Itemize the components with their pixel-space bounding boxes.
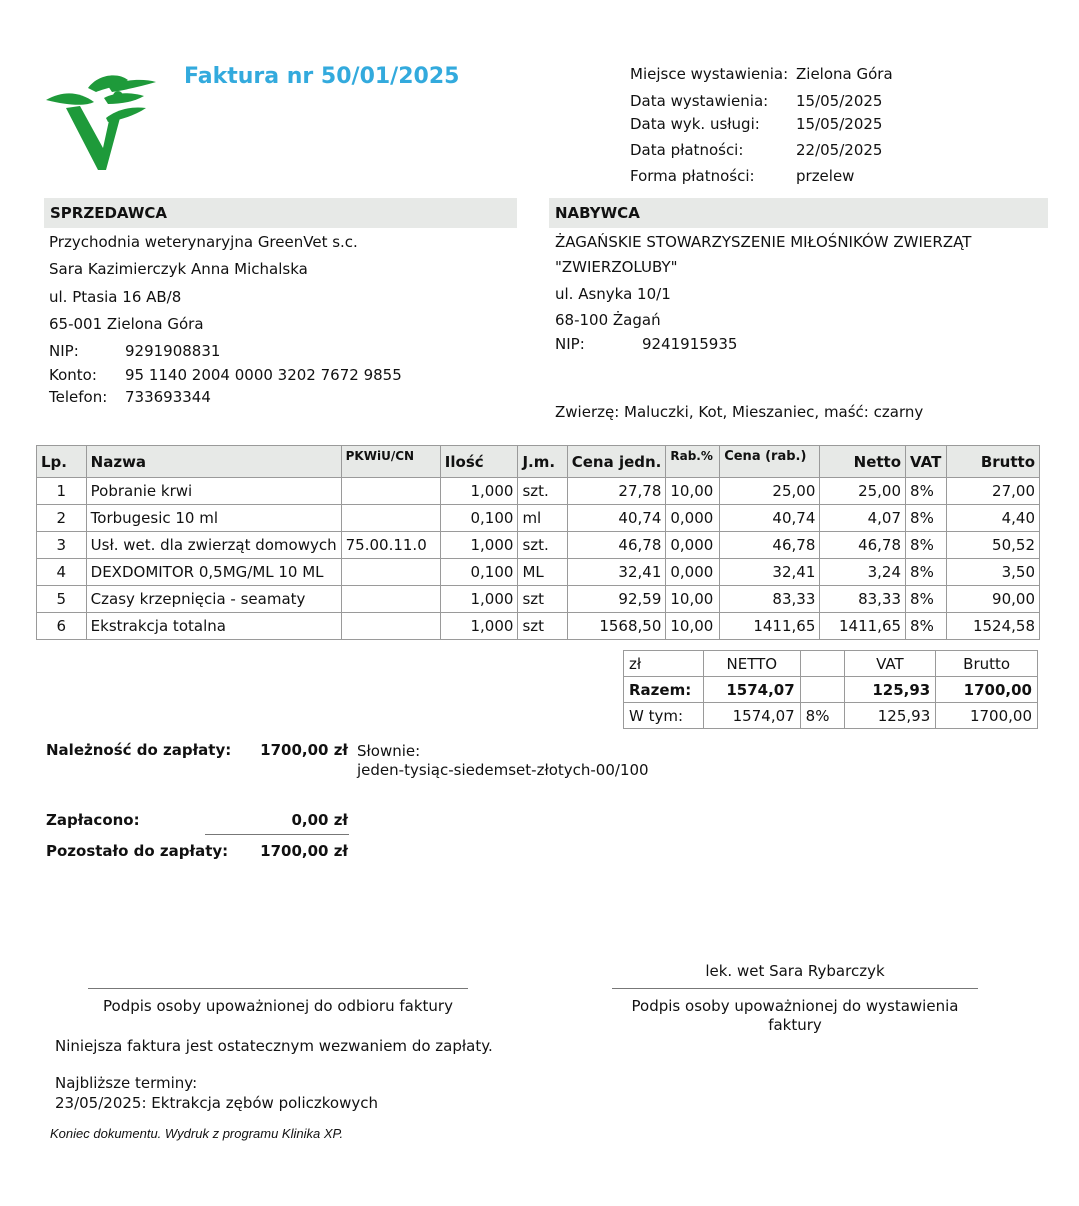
col-pkwiu: PKWiU/CN <box>341 446 440 478</box>
buyer-nip: NIP: 9241915935 <box>555 335 738 353</box>
items-table <box>36 445 1040 640</box>
table-row: 5 Czasy krzepnięcia - seamaty 1,000 szt 92,59 10,00 83,33 83,33 8% 90,00 <box>37 586 1040 613</box>
col-qty: Ilość <box>440 446 518 478</box>
receiver-signature-line <box>88 988 468 989</box>
amount-words-label: Słownie: <box>357 742 421 760</box>
remaining-label: Pozostało do zapłaty: <box>46 842 229 860</box>
meta-payment-date: Data płatności: 22/05/2025 <box>630 141 883 159</box>
seller-phone: Telefon: 733693344 <box>49 388 211 406</box>
buyer-name-2: "ZWIERZOLUBY" <box>555 258 678 276</box>
paid-value: 0,00 zł <box>291 811 348 829</box>
col-price-disc: Cena (rab.) <box>720 446 820 478</box>
meta-place: Miejsce wystawienia: Zielona Góra <box>630 65 893 83</box>
amount-words: jeden-tysiąc-siedemset-złotych-00/100 <box>357 761 649 779</box>
meta-payment-method: Forma płatności: przelew <box>630 167 855 185</box>
table-row: 2 Torbugesic 10 ml 0,100 ml 40,74 0,000 40,74 4,07 8% 4,40 <box>37 505 1040 532</box>
col-gross: Brutto <box>946 446 1039 478</box>
table-row: 6 Ekstrakcja totalna 1,000 szt 1568,50 10,00 1411,65 1411,65 8% 1524,58 <box>37 613 1040 640</box>
issuer-signature-caption-2: faktury <box>768 1016 822 1034</box>
buyer-street: ul. Asnyka 10/1 <box>555 285 671 303</box>
buyer-name-1: ŻAGAŃSKIE STOWARZYSZENIE MIŁOŚNIKÓW ZWIERZĄT <box>555 233 972 251</box>
items-header-row <box>37 446 1040 478</box>
seller-account: Konto: 95 1140 2004 0000 3202 7672 9855 <box>49 366 402 384</box>
seller-owners: Sara Kazimierczyk Anna Michalska <box>49 260 308 278</box>
table-row: 4 DEXDOMITOR 0,5MG/ML 10 ML 0,100 ML 32,41 0,000 32,41 3,24 8% 3,50 <box>37 559 1040 586</box>
col-vat: VAT <box>906 446 947 478</box>
document-end-note: Koniec dokumentu. Wydruk z programu Klinika XP. <box>50 1126 344 1141</box>
seller-city: 65-001 Zielona Góra <box>49 315 204 333</box>
remaining-value: 1700,00 zł <box>260 842 348 860</box>
seller-name: Przychodnia weterynaryjna GreenVet s.c. <box>49 233 358 251</box>
summary-total-row: Razem: 1574,07 125,93 1700,00 <box>624 677 1038 703</box>
seller-heading: SPRZEDAWCA <box>44 198 517 228</box>
next-appointment-item: 23/05/2025: Ektrakcja zębów policzkowych <box>55 1094 378 1112</box>
buyer-heading: NABYWCA <box>549 198 1048 228</box>
paid-divider <box>205 834 349 835</box>
col-net: Netto <box>820 446 906 478</box>
buyer-city: 68-100 Żagań <box>555 311 661 329</box>
meta-issue-date: Data wystawienia: 15/05/2025 <box>630 92 883 110</box>
col-price: Cena jedn. <box>567 446 666 478</box>
summary-header-row: zł NETTO VAT Brutto <box>624 651 1038 677</box>
seller-street: ul. Ptasia 16 AB/8 <box>49 288 182 306</box>
issuer-signature-caption-1: Podpis osoby upoważnionej do wystawienia <box>631 997 959 1015</box>
issuer-signature-line <box>612 988 978 989</box>
table-row: 3 Usł. wet. dla zwierząt domowych 75.00.11.0 1,000 szt. 46,78 0,000 46,78 46,78 8% 50,52 <box>37 532 1040 559</box>
final-notice: Niniejsza faktura jest ostatecznym wezwaniem do zapłaty. <box>55 1037 493 1055</box>
next-appointments-label: Najbliższe terminy: <box>55 1074 198 1092</box>
issuer-name: lek. wet Sara Rybarczyk <box>705 962 885 980</box>
invoice-title: Faktura nr 50/01/2025 <box>184 64 460 89</box>
col-lp: Lp. <box>37 446 87 478</box>
meta-service-date: Data wyk. usługi: 15/05/2025 <box>630 115 883 133</box>
col-name: Nazwa <box>86 446 341 478</box>
col-disc: Rab.% <box>666 446 720 478</box>
amount-due-label: Należność do zapłaty: <box>46 741 232 759</box>
summary-breakdown-row: W tym: 1574,07 8% 125,93 1700,00 <box>624 703 1038 729</box>
animal-info: Zwierzę: Maluczki, Kot, Mieszaniec, maść: czarny <box>555 403 924 421</box>
amount-due-value: 1700,00 zł <box>260 741 348 759</box>
seller-nip: NIP: 9291908831 <box>49 342 221 360</box>
table-row: 1 Pobranie krwi 1,000 szt. 27,78 10,00 25,00 25,00 8% 27,00 <box>37 478 1040 505</box>
paid-label: Zapłacono: <box>46 811 140 829</box>
col-unit: J.m. <box>518 446 567 478</box>
vat-summary-table <box>623 650 1038 729</box>
receiver-signature-caption: Podpis osoby upoważnionej do odbioru faktury <box>103 997 453 1015</box>
clinic-logo <box>46 70 160 176</box>
